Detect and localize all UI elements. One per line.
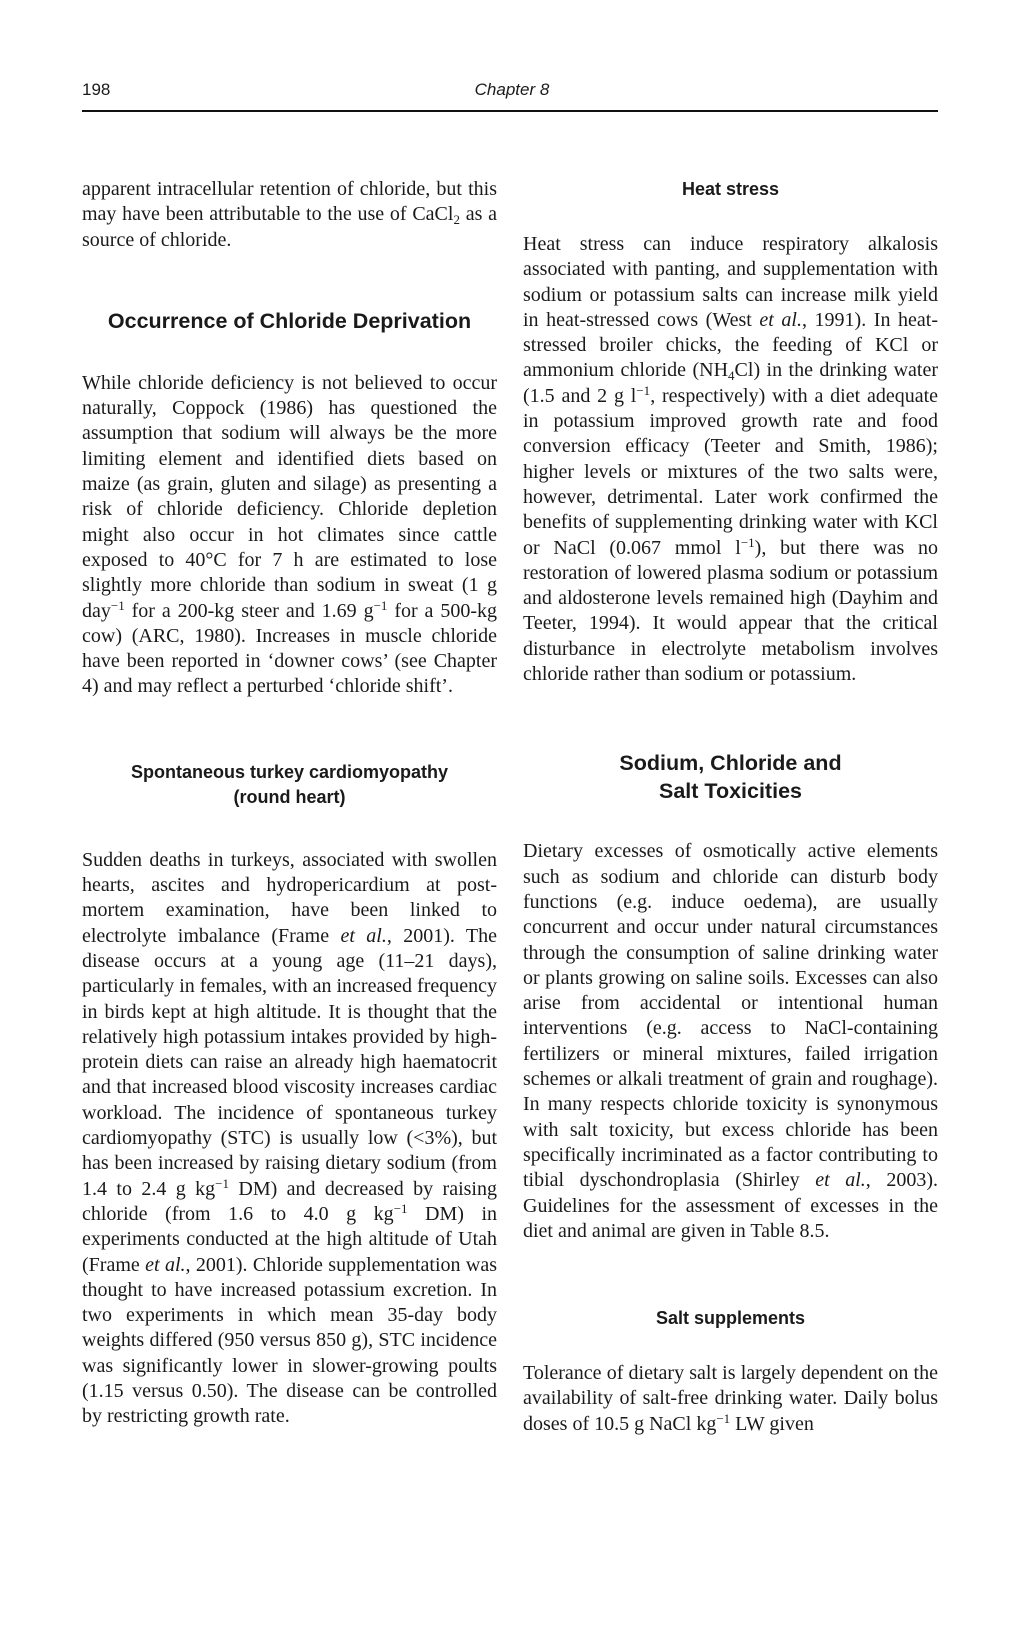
heading-occurrence: Occurrence of Chloride Deprivation <box>107 308 472 333</box>
page-number: 198 <box>82 80 111 99</box>
paragraph-occurrence: While chloride deficiency is not believed to occur naturally, Coppock (1986) has questioned the assumption that sodium will always be the more limiting element and identified diets based on maize (as grain, gluten and silage) as presenting a risk of chloride deficiency. Chloride depletion might also occur in hot climates since cattle exposed to 40°C for 7 h are estimated to lose slightly more chloride than sodium in sweat (1 g day$^{-1}$ for a 200-kg steer and 1.69 $g^{-1}$ for a 500-kg cow) (ARC, 1980). Increases in muscle chloride have been reported in ‘downer cows’ (see Chapter 4) and may reflect a perturbed ‘chloride shift’. <box>82 371 497 698</box>
heading-turkey-line1: Spontaneous turkey cardiomyopathy <box>130 761 449 782</box>
left-column <box>82 177 497 1430</box>
right-column <box>523 177 938 1437</box>
heading-heat-stress: Heat stress <box>681 179 780 199</box>
heading-toxicities-line1: Sodium, Chloride and <box>619 751 842 776</box>
paragraph-intro: apparent intracellular retention of chloride, but this may have been attributable to the use of CaCl$_2$ as a source of chloride. <box>82 178 497 251</box>
heading-turkey-line2: (round heart) <box>233 786 346 807</box>
paragraph-toxicities: Dietary excesses of osmotically active elements such as sodium and chloride can disturb body functions (e.g. induce oedema), are usually concurrent and occur under natural circumstances through the consumption of saline drinking water or plants growing on saline soils. Excesses can also arise from accidental or intentional human interventions (e.g. access to NaCl-containing fertilizers or mineral mixtures, failed irrigation schemes or alkali treatment of grain and roughage). In many respects chloride toxicity is synonymous with salt toxicity, but excess chloride has been specifically incriminated as a factor contributing to tibial dyschondroplasia (Shirley et al., 2003). Guidelines for the assessment of excesses in the diet and animal are given in Table 8.5. <box>523 840 938 1242</box>
chapter-title: Chapter 8 <box>474 80 550 99</box>
paragraph-heat-stress: Heat stress can induce respiratory alkalosis associated with panting, and supplementation with sodium or potassium salts can increase milk yield in heat-stressed cows (West et al., 1991). In heat-stressed broiler chicks, the feeding of KCl or ammonium chloride $(NH_4Cl)$ in the drinking water (1.5 and 2 g $l^{-1}$, respectively) with a diet adequate in potassium improved growth rate and food conversion efficacy (Teeter and Smith, 1986); higher levels or mixtures of the two salts were, however, detrimental. Later work confirmed the benefits of supplementing drinking water with KCl or NaCl (0.067 mmol $l^{-1}$), but there was no restoration of lowered plasma sodium or potassium and aldosterone levels remained high (Dayhim and Teeter, 1994). It would appear that the critical disturbance in electrolyte metabolism involves chloride rather than sodium or potassium. <box>523 233 939 686</box>
heading-toxicities-line2: Salt Toxicities <box>659 779 802 804</box>
heading-salt-supplements: Salt supplements <box>655 1308 806 1329</box>
paragraph-turkey: Sudden deaths in turkeys, associated with swollen hearts, ascites and hydropericardium at post-mortem examination, have been linked to electrolyte imbalance (Frame et al., 2001). The disease occurs at a young age (11–21 days), particularly in females, with an increased frequency in birds kept at high altitude. It is thought that the relatively high potassium intakes provided by high-protein diets can raise an already high haematocrit and that increased blood viscosity increases cardiac workload. The incidence of spontaneous turkey cardiomyopathy (STC) is usually low (<3%), but has been increased by raising dietary sodium (from 1.4 to 2.4 g $kg^{-1}$ DM) and decreased by raising chloride (from 1.6 to 4.0 g $kg^{-1}$ DM) in experiments conducted at the high altitude of Utah (Frame et al., 2001). Chloride supplementation was thought to have increased potassium excretion. In two experiments in which mean 35-day body weights differed (950 versus 850 g), STC incidence was significantly lower in slower-growing poults (1.15 versus 0.50). The disease can be controlled by restricting growth rate. <box>82 848 497 1428</box>
header-rule <box>82 110 938 112</box>
paragraph-salt-supplements: Tolerance of dietary salt is largely dependent on the availability of salt-free drinking water. Daily bolus doses of 10.5 g NaCl $kg^{-1}$ LW given <box>523 1362 938 1435</box>
